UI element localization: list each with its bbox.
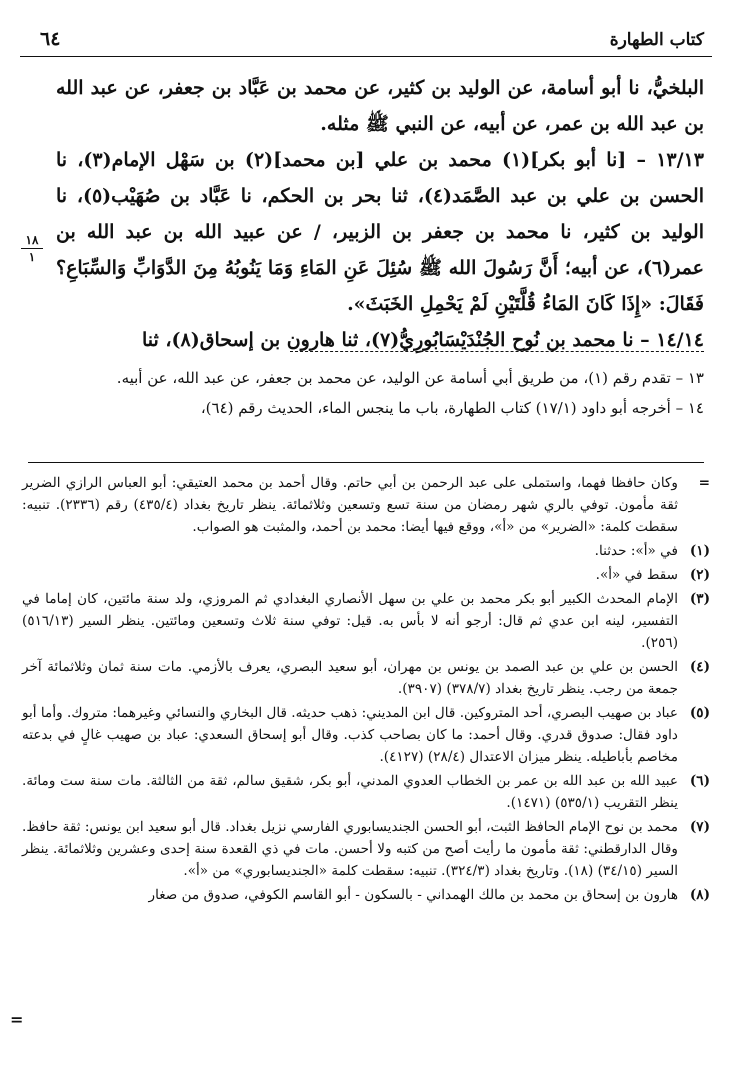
footnote-text: في «أ»: حدثنا. <box>594 543 678 559</box>
footnote-mark: (١) <box>689 543 710 559</box>
footnote <box>22 816 710 882</box>
footnote-text: هارون بن إسحاق بن محمد بن مالك الهمداني - بالسكون - أبو القاسم الكوفي، صدوق من صغار <box>148 887 678 903</box>
folio-line <box>21 248 43 249</box>
header-divider <box>20 56 712 57</box>
folio-top: ١٨ <box>25 233 39 247</box>
takhrij-entry: ١٣ – تقدم رقم (١)، من طريق أبي أسامة عن الوليد، عن محمد بن جعفر، عن عبد الله، عن أبيه. <box>116 369 704 387</box>
page-header <box>28 28 704 58</box>
footnote-mark: (٢) <box>689 567 710 583</box>
running-title: كتاب الطهارة <box>609 30 704 50</box>
footnote <box>22 564 710 586</box>
hadith-paragraph: ١٣/١٣ – [نا أبو بكر](١) محمد بن علي [بن محمد](٢) بن سَهْل الإمام(٣)، نا الحسن بن علي بن عبد الصَّمَد(٤)، ثنا بحر بن الحكم، نا عَبَّاد بن صُهَيْب(٥)، نا الوليد بن كثير، نا محمد بن جعفر بن الزبير، / عن عبيد الله بن عبد الله بن عمر(٦)، عن أبيه؛ أَنَّ رَسُولَ الله ﷺ سُئِلَ عَنِ المَاءِ وَمَا يَنُوبُهُ مِنَ الدَّوَابِّ وَالسِّبَاعِ؟ فَقَالَ: «إِذَا كَانَ المَاءُ قُلَّتَيْنِ لَمْ يَحْمِلِ الخَبَثَ». <box>56 149 704 315</box>
footnote-mark: (٥) <box>689 705 710 721</box>
footnote-text: عبيد الله بن عبد الله بن عمر بن الخطاب العدوي المدني، أبو بكر، شقيق سالم، ثقة من الثالثة. مات سنة ست ومائة. ينظر التقريب (٥٣٥/١) (١٤٧١). <box>22 773 678 811</box>
dashed-divider <box>290 351 704 352</box>
footnote-mark: (٤) <box>689 659 710 675</box>
folio-bottom: ١ <box>28 250 36 264</box>
footnotes <box>22 472 710 908</box>
footnote-mark: = <box>698 475 710 491</box>
footnote-text: الإمام المحدث الكبير أبو بكر محمد بن علي بن سهل الأنصاري البغدادي ثم المروزي، ولد سنة مائتين، كان إماما في التفسير، لينه ابن عدي ثم قال: أرجو أنه لا بأس به. قيل: توفي سنة ثلاث وتسعين ومائتين. ينظر السير (٥١٦/١٣) (٢٥٦). <box>22 591 678 651</box>
footnote-text: محمد بن نوح الإمام الحافظ الثبت، أبو الحسن الجنديسابوري الفارسي نزيل بغداد. قال أبو سعيد ابن يونس: ثقة حافظ. وقال الدارقطني: ثقة مأمون ما رأيت أصح من كتبه ولا أحسن. مات في ذي القعدة سنة إحدى وعشرين وثلاثمائة. ينظر السير (٣٤/١٥) (١٨). وتاريخ بغداد (٣٢٤/٣). تنبيه: سقطت كلمة «الجنديسابوري» من «أ». <box>22 819 678 879</box>
hadith-paragraph: ١٤/١٤ – نا محمد بن نُوح الجُنْدَيْسَابُورِيُّ(٧)، ثنا هارون بن إسحاق(٨)، ثنا <box>141 329 704 351</box>
footnote <box>22 472 710 538</box>
footnote <box>22 540 710 562</box>
footnote-text: وكان حافظا فهما، واستملى على عبد الرحمن بن أبي حاتم. وقال أحمد بن محمد العتيقي: أبو العباس الرازي الضرير ثقة مأمون. توفي بالري شهر رمضان من سنة تسع وتسعين وثلاثمائة. ينظر تاريخ بغداد (٤٣٥/٤) رقم (٢٣٣٦). تنبيه: سقطت كلمة: «الضرير» من «أ»، ووقع فيها أيضا: محمد بن أحمد، والمثبت هو الصواب. <box>22 475 679 535</box>
footnote <box>22 588 710 654</box>
page-number: ٦٤ <box>40 28 61 50</box>
footnote-mark: (٨) <box>689 887 710 903</box>
continuation-mark: = <box>10 1010 24 1029</box>
footnote <box>22 656 710 700</box>
footnote-text: سقط في «أ». <box>595 567 678 583</box>
footnote-divider <box>28 462 704 463</box>
footnote <box>22 702 710 768</box>
footnote-text: عباد بن صهيب البصري، أحد المتروكين. قال ابن المديني: ذهب حديثه. قال البخاري والنسائي وغيرهما: متروك. وأما أبو داود فقال: صدوق قدري. وقال أحمد: ما كان بصاحب كذب. وقال أبو إسحاق السعدي: عباد بن صهيب غالٍ في بدعته مخاصم بأباطيله. ينظر ميزان الاعتدال (٢٨/٤) (٤١٢٧). <box>22 705 678 765</box>
hadith-paragraph: البلخيُّ، نا أبو أسامة، عن الوليد بن كثير، عن محمد بن عَبَّاد بن جعفر، عن عبد الله بن عبد الله بن عمر، عن أبيه، عن النبي ﷺ مثله. <box>56 77 704 135</box>
manuscript-folio-marker <box>12 234 52 263</box>
footnote <box>22 884 710 906</box>
footnote-mark: (٧) <box>689 819 710 835</box>
main-text <box>56 70 704 358</box>
footnote-mark: (٦) <box>689 773 710 789</box>
footnote <box>22 770 710 814</box>
footnote-text: الحسن بن علي بن عبد الصمد بن يونس بن مهران، أبو سعيد البصري، يعرف بالأزمي. مات سنة ثمان وثلاثمائة آخر جمعة من رجب. ينظر تاريخ بغداد (٣٧٨/٧) (٣٩٠٧). <box>22 659 678 697</box>
takhrij-section <box>28 364 704 424</box>
footnote-mark: (٣) <box>689 591 710 607</box>
takhrij-entry: ١٤ – أخرجه أبو داود (١٧/١) كتاب الطهارة، باب ما ينجس الماء، الحديث رقم (٦٤)، <box>200 399 704 417</box>
